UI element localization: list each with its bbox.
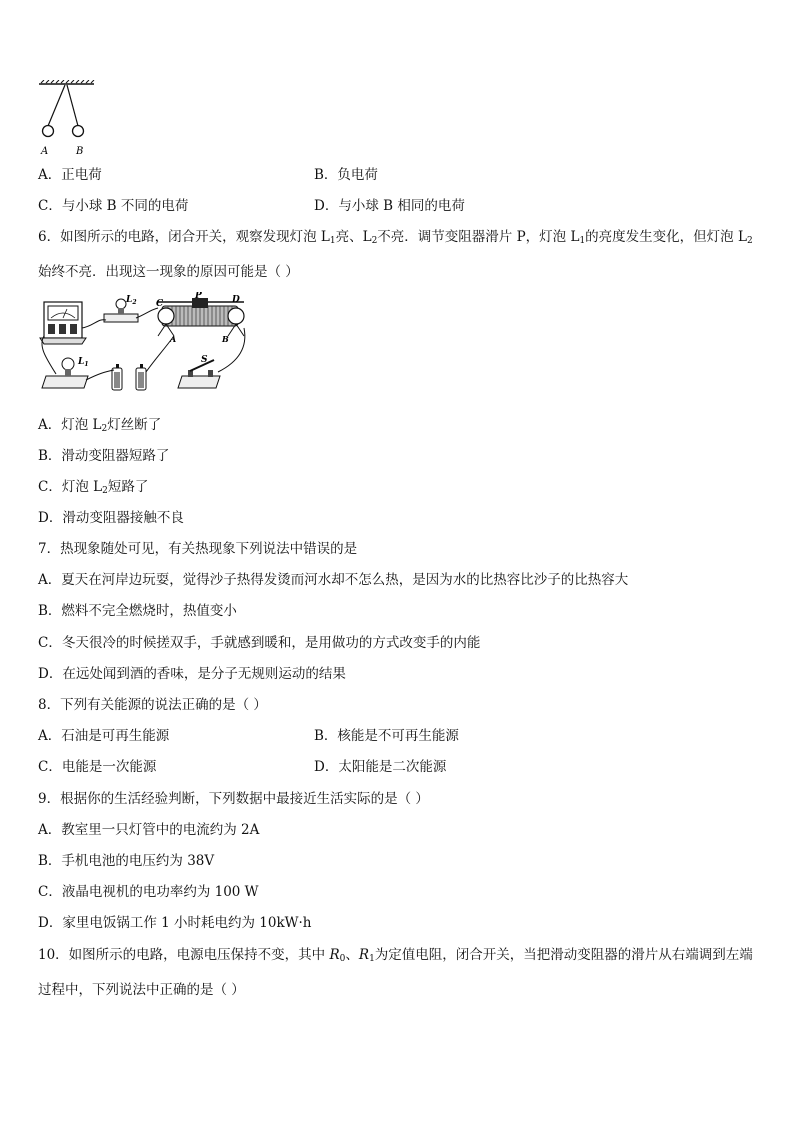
q10-stem: 10．如图所示的电路，电源电压保持不变，其中 $R_0$、$R_1$为定值电阻，闭合开关，当把滑动变阻器的滑片从右端调到左端过程中，下列说法中正确的是（ ） (38, 947, 753, 998)
q9-option-c: C．液晶电视机的电功率约为 100 W (38, 884, 259, 900)
q5-option-c: C．与小球 B 不同的电荷 (38, 198, 189, 214)
label-a: A (41, 146, 49, 157)
circuit-figure (38, 292, 256, 398)
switch-icon (178, 360, 220, 388)
label-rheo-b: B (222, 334, 229, 344)
label-p: P (195, 292, 202, 301)
q6-option-c: C．灯泡 $L_2$短路了 (38, 479, 149, 496)
q6-option-d: D．滑动变阻器接触不良 (38, 510, 184, 526)
q8-stem: 8．下列有关能源的说法正确的是（ ） (38, 697, 267, 713)
label-l2: $L_2$ (126, 295, 137, 306)
q9-option-b: B．手机电池的电压约为 38V (38, 853, 215, 869)
label-b: B (76, 146, 84, 157)
q6-option-a: A．灯泡 $L_2$灯丝断了 (38, 417, 162, 434)
q5-option-a: A．正电荷 (38, 167, 102, 183)
pendulum-figure (36, 80, 98, 158)
label-s: S (201, 355, 208, 365)
q9-option-d: D．家里电饭锅工作 1 小时耗电约为 10kW·h (38, 915, 312, 931)
ceiling-hatch (39, 80, 94, 84)
label-c: C (156, 299, 164, 309)
q7-option-d: D．在远处闻到酒的香味，是分子无规则运动的结果 (38, 666, 346, 682)
q7-option-b: B．燃料不完全燃烧时，热值变小 (38, 603, 237, 619)
q6-stem: 6．如图所示的电路，闭合开关，观察发现灯泡 $L_1$亮、$L_2$不亮．调节变阻器滑片 P，灯泡 $L_1$的亮度发生变化，但灯泡 $L_2$始终不亮．出现这一现象的原因可能是（ ） (38, 229, 753, 280)
meter-icon (40, 302, 86, 344)
ball-a (43, 126, 54, 137)
q7-stem: 7．热现象随处可见，有关热现象下列说法中错误的是 (38, 541, 358, 557)
label-d: D (232, 295, 240, 305)
ball-b (73, 126, 84, 137)
q7-option-a: A．夏天在河岸边玩耍，觉得沙子热得发烫而河水却不怎么热，是因为水的比热容比沙子的比热容大 (38, 572, 629, 588)
label-rheo-a: A (170, 334, 177, 344)
battery-icon (112, 364, 146, 390)
q5-option-b: B．负电荷 (314, 167, 378, 183)
q8-option-d: D．太阳能是二次能源 (314, 759, 447, 775)
q5-option-d: D．与小球 B 相同的电荷 (314, 198, 465, 214)
q9-option-a: A．教室里一只灯管中的电流约为 2A (38, 822, 260, 838)
q8-option-c: C．电能是一次能源 (38, 759, 157, 775)
q7-option-c: C．冬天很冷的时候搓双手，手就感到暖和，是用做功的方式改变手的内能 (38, 635, 481, 651)
q8-option-a: A．石油是可再生能源 (38, 728, 170, 744)
q6-option-b: B．滑动变阻器短路了 (38, 448, 170, 464)
label-l1: $L_1$ (78, 357, 89, 368)
q8-option-b: B．核能是不可再生能源 (314, 728, 459, 744)
q9-stem: 9．根据你的生活经验判断，下列数据中最接近生活实际的是（ ） (38, 791, 429, 807)
